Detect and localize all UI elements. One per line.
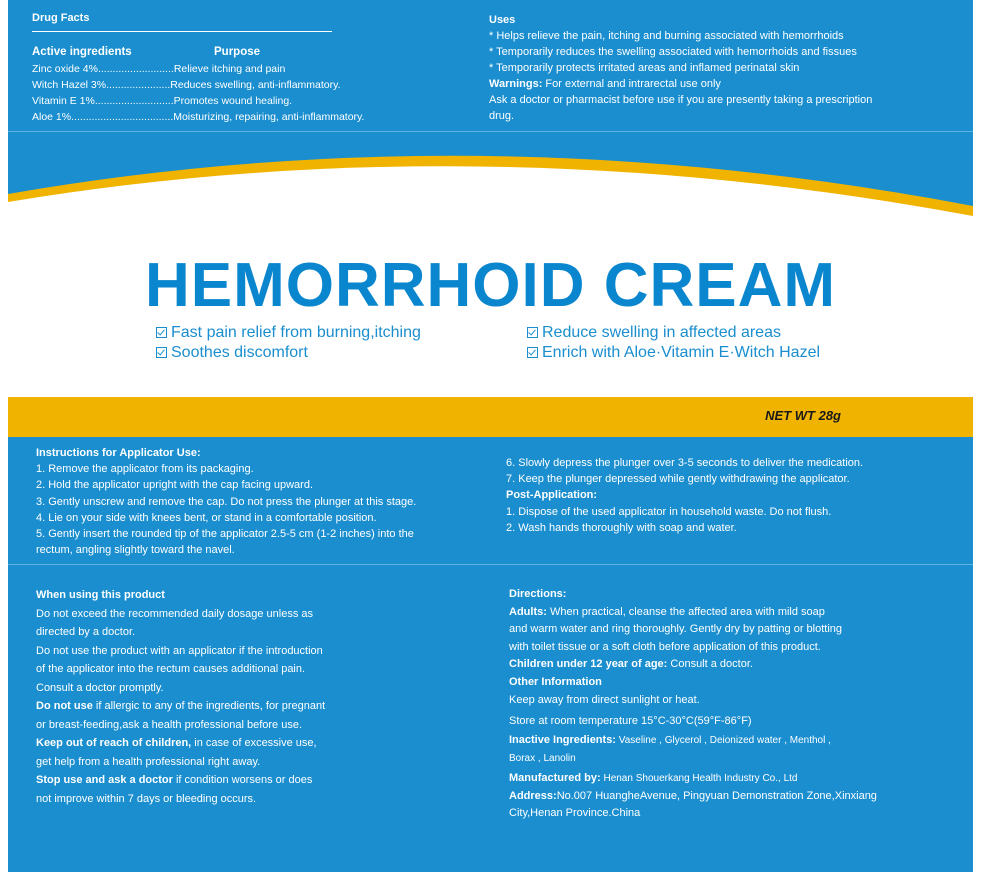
product-title: HEMORRHOID CREAM [144,251,837,320]
ingredient-row [32,63,462,75]
children-text: Consult a doctor. [667,658,753,670]
instruction-step: 1. Remove the applicator from its packaging. [36,463,254,476]
adults-line: with toilet tissue or a soft cloth before application of this product. [509,640,821,653]
ingredient-name: Vitamin E 1% [32,95,95,107]
when-using-line: directed by a doctor. [36,626,136,638]
address-line [509,788,877,806]
children-line [509,656,877,674]
other-info-line: Store at room temperature 15°C-30°C(59°F-86°F) [509,714,752,727]
feature-item [527,344,820,362]
ingredient-name: Zinc oxide 4% [32,63,98,75]
feature-text: Enrich with Aloe·Vitamin E·Witch Hazel [542,344,821,361]
manufacturer-label: Manufactured by: [509,772,601,784]
inactive-label: Inactive Ingredients: [509,734,616,746]
ingredient-purpose: Relieve itching and pain [173,63,286,75]
inactive-line [509,732,877,750]
instruction-step: 2. Hold the applicator upright with the cap facing upward. [36,479,313,492]
address-text: No.007 HuangheAvenue, Pingyuan Demonstration Zone,Xinxiang [556,789,877,802]
checkbox-icon [156,327,167,338]
instruction-step: rectum, angling slightly toward the navel. [36,544,235,557]
ingredient-name: Aloe 1% [32,111,72,123]
stop-use-label: Stop use and ask a doctor [36,774,173,786]
purpose-header: Purpose [214,46,261,58]
adults-line: and warm water and ring thoroughly. Gently dry by patting or blotting [509,623,843,635]
checkbox-icon [156,347,167,358]
keep-out-text: in case of excessive use, [191,737,317,749]
when-using-line: Do not use the product with an applicator if the introduction [36,644,323,657]
adults-text: When practical, cleanse the affected area with mild soap [546,605,825,618]
checkbox-icon [527,347,538,358]
directions-title: Directions: [509,588,567,600]
ask-doctor-line: Ask a doctor or pharmacist before use if you are presently taking a prescription [489,94,873,106]
instructions-title: Instructions for Applicator Use: [36,447,201,459]
stop-use-line [36,771,325,790]
uses-panel [489,12,872,124]
when-using-line: Consult a doctor promptly. [36,681,164,694]
feature-item [156,324,421,342]
address-line: City,Henan Province.China [509,807,641,819]
manufacturer-line [509,770,877,788]
uses-item: * Temporarily protects irritated areas and inflamed perinatal skin [489,62,800,74]
feature-item [527,324,781,342]
ingredient-dots: ................................... [71,111,174,123]
ask-doctor-line: drug. [489,110,515,122]
active-ingredients-header: Active ingredients [32,46,132,58]
label-canvas [8,0,973,872]
checkbox-icon [527,327,538,338]
other-info-title: Other Information [509,675,602,688]
instructions-left [36,445,416,558]
keep-out-line: get help from a health professional right away. [36,755,261,768]
keep-out-line [36,734,325,753]
instruction-step: 5. Gently insert the rounded tip of the applicator 2.5-5 cm (1-2 inches) into the [36,528,414,541]
feature-text: Fast pain relief from burning,itching [171,324,421,341]
feature-text: Reduce swelling in affected areas [542,324,781,341]
post-step: 2. Wash hands thoroughly with soap and water. [506,521,737,534]
instruction-step: 4. Lie on your side with knees bent, or stand in a comfortable position. [36,511,377,524]
instruction-step: 6. Slowly depress the plunger over 3-5 seconds to deliver the medication. [506,457,864,469]
warnings-line [489,76,872,92]
children-label: Children under 12 year of age: [509,658,668,670]
warnings-label: Warnings: [489,78,543,90]
ingredient-row [32,79,462,91]
stop-use-line: not improve within 7 days or bleeding occurs. [36,792,257,805]
when-using-line: of the applicator into the rectum causes additional pain. [36,663,306,675]
when-using-panel [36,586,325,808]
ingredient-dots: .......................... [97,63,174,75]
address-label: Address: [509,789,557,802]
when-using-title: When using this product [36,589,165,601]
instruction-step: 3. Gently unscrew and remove the cap. Do not press the plunger at this stage. [36,495,417,508]
feature-text: Soothes discomfort [171,344,308,361]
adults-label: Adults: [509,605,547,618]
inactive-text: Vaseline , Glycerol , Deionized water , Menthol , [615,735,831,746]
do-not-use-text: if allergic to any of the ingredients, for pregnant [92,700,326,712]
keep-out-label: Keep out of reach of children, [36,737,192,749]
ingredient-purpose: Reduces swelling, anti-inflammatory. [170,79,341,91]
ingredient-row [32,95,462,107]
instruction-step: 7. Keep the plunger depressed while gently withdrawing the applicator. [506,473,850,486]
post-step: 1. Dispose of the used applicator in household waste. Do not flush. [506,505,832,518]
ingredient-dots: ...................... [106,79,171,91]
other-info-line: Keep away from direct sunlight or heat. [509,694,700,706]
ingredient-purpose: Promotes wound healing. [173,95,293,107]
section-divider [8,564,973,565]
warnings-text: For external and intrarectal use only [542,78,721,90]
when-using-line: Do not exceed the recommended daily dosage unless as [36,607,314,620]
net-weight: NET WT 28g [765,408,841,423]
feature-item [156,344,308,362]
manufacturer-text: Henan Shouerkang Health Industry Co., Ltd [600,773,798,784]
drug-facts-rule [32,31,332,32]
do-not-use-line: or breast-feeding,ask a health professional before use. [36,718,302,731]
uses-item: * Helps relieve the pain, itching and burning associated with hemorrhoids [489,30,844,42]
post-application-title: Post-Application: [506,489,598,502]
uses-title: Uses [489,14,516,26]
do-not-use-label: Do not use [36,700,93,712]
uses-item: * Temporarily reduces the swelling associated with hemorrhoids and fissues [489,46,857,58]
directions-panel [509,586,877,823]
instructions-right [506,455,863,536]
ingredient-purpose: Moisturizing, repairing, anti-inflammatory. [173,111,365,123]
ingredient-row [32,111,462,123]
drug-facts-title: Drug Facts [32,12,90,24]
inactive-line: Borax , Lanolin [509,752,576,764]
stop-use-text: if condition worsens or does [172,774,313,786]
adults-line [509,604,877,622]
ingredient-dots: ........................... [94,95,174,107]
do-not-use-line [36,697,325,716]
ingredient-name: Witch Hazel 3% [32,79,107,91]
